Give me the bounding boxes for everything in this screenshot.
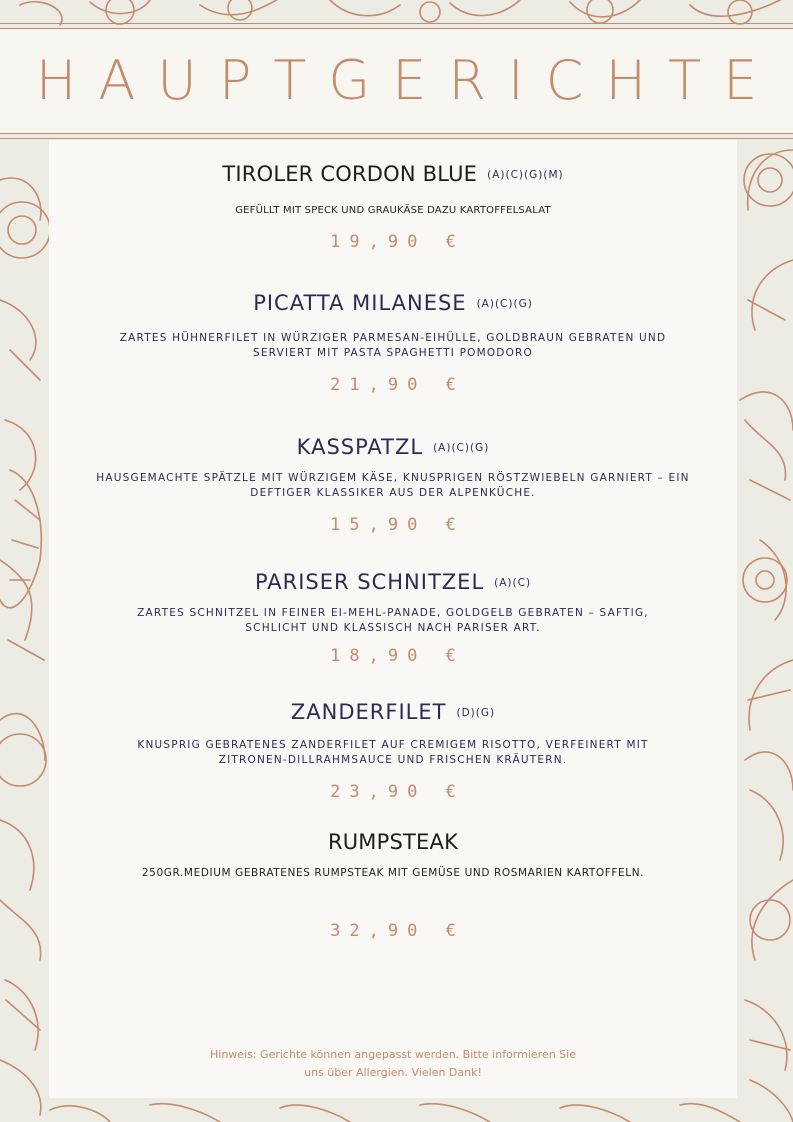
dish-name: KASSPATZL: [296, 435, 424, 459]
dish-description: 250GR.MEDIUM GEBRATENES RUMPSTEAK MIT GEMÜSE UND ROSMARIEN KARTOFFELN.: [141, 867, 645, 879]
dish-description: HAUSGEMACHTE SPÄTZLE MIT WÜRZIGEM KÄSE, KNUSPRIGEN RÖSTZWIEBELN GARNIERT – EIN DEFTIGER KLASSIKER AUS DER ALPENKÜCHE.: [96, 472, 690, 499]
dish-description: KNUSPRIG GEBRATENES ZANDERFILET AUF CREMIGEM RISOTTO, VERFEINERT MIT ZITRONEN-DILLRAHMSAUCE UND FRISCHEN KRÄUTERN.: [137, 739, 649, 766]
dish-allergens: (A)(C)(G): [433, 442, 490, 454]
header-band: [0, 28, 793, 134]
dish-name: PICATTA MILANESE: [253, 291, 467, 315]
allergy-note: [49, 1046, 737, 1082]
dish-tiroler-cordon-blue: [49, 162, 737, 252]
page-title: HAUPTGERICHTE: [35, 49, 780, 112]
dish-description: ZARTES SCHNITZEL IN FEINER EI-MEHL-PANADE, GOLDGELB GEBRATEN – SAFTIG, SCHLICHT UND KLASSISCH NACH PARISER ART.: [137, 607, 649, 634]
dish-name: RUMPSTEAK: [327, 830, 459, 854]
dish-description: GEFÜLLT MIT SPECK UND GRAUKÄSE DAZU KARTOFFELSALAT: [235, 205, 551, 216]
dish-allergens: (A)(C): [494, 577, 532, 589]
dish-price: 19,90 €: [330, 232, 465, 252]
dish-allergens: (D)(G): [456, 707, 496, 719]
dish-allergens: (A)(C)(G)(M): [487, 169, 564, 181]
dish-price: 32,90 €: [330, 921, 465, 941]
dish-price: 23,90 €: [330, 782, 465, 802]
dish-name: ZANDERFILET: [290, 700, 447, 724]
dish-price: 15,90 €: [330, 515, 465, 535]
dish-pariser-schnitzel: [49, 570, 737, 666]
allergy-note-line-2: uns über Allergien. Vielen Dank!: [304, 1066, 482, 1079]
menu-panel: [49, 140, 737, 1098]
dish-name: TIROLER CORDON BLUE: [222, 162, 478, 186]
dish-description: ZARTES HÜHNERFILET IN WÜRZIGER PARMESAN-EIHÜLLE, GOLDBRAUN GEBRATEN UND SERVIERT MIT PASTA SPAGHETTI POMODORO: [119, 332, 667, 359]
dish-rumpsteak: [49, 830, 737, 941]
dish-price: 18,90 €: [330, 646, 465, 666]
dish-allergens: (A)(C)(G): [476, 298, 533, 310]
dish-price: 21,90 €: [330, 375, 465, 395]
dish-kasspatzl: [49, 435, 737, 535]
dish-zanderfilet: [49, 700, 737, 802]
dish-name: PARISER SCHNITZEL: [254, 570, 485, 594]
allergy-note-line-1: Hinweis: Gerichte können angepasst werden. Bitte informieren Sie: [210, 1048, 576, 1061]
dish-picatta-milanese: [49, 291, 737, 395]
